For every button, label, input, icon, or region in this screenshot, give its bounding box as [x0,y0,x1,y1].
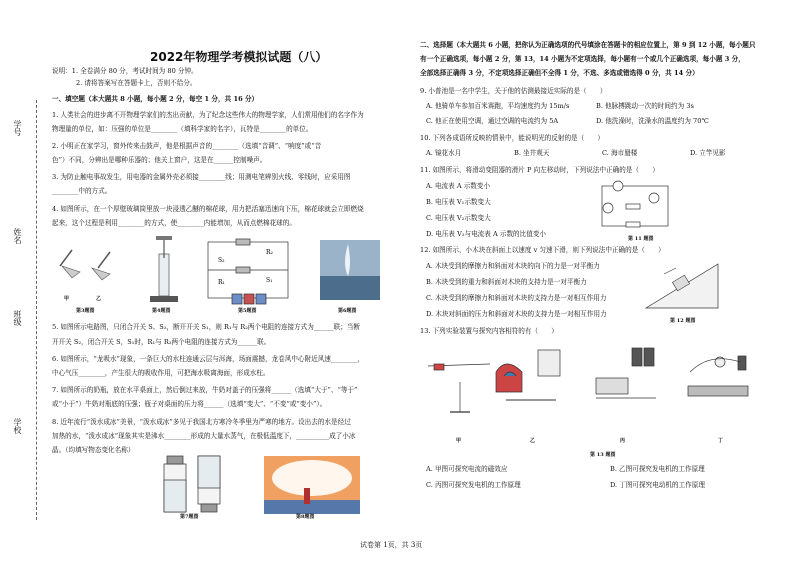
q11-stem: 11. 如图所示，将滑动变阻器的滑片 P 向左移动时，下列说法中正确的是（ ） [420,166,659,174]
q8-line2: 加热的水，“泼水成冰”现象其实是沸水________形成的大量水蒸气，在极低温度下，__________成了小冰 [52,432,356,440]
q4-line1: 4. 如图所示，在一个厚壁玻璃筒里放一块浸透乙醚的棉花球，用力把活塞迅速向下压，棉花球就会立即燃烧 [52,205,364,213]
experiment-ding [688,356,748,396]
q12-option-c: C. 木块受到的摩擦力和斜面对木块的支持力是一对相互作用力 [426,294,607,302]
q13-label-jia: 甲 [456,438,462,444]
q12-option-b: B. 木块受到的重力和斜面对木块的支持力是一对平衡力 [426,278,587,286]
q4-line2: 起来，这个过程是利用________的方式，使________内能增加，从而点燃棉花球的。 [52,219,296,227]
q6-line1: 6. 如图所示，“龙吸水”现象，一条巨大的水柱连通云层与洱海，场面震撼，龙卷风中心附近风速________， [52,355,364,363]
q2-line1: 2. 小明正在家学习，窗外传来击鼓声，他是根据声音的________（选填“音调”、“响度”或“音 [52,142,322,150]
q8-line1: 8. 近年流行“泼水成冰”美景，“泼水成冰”多见于我国北方寒冷冬季里为严寒的地方。设出去的水是经过 [52,418,351,426]
circuit-figure [208,239,288,304]
q11-circuit-figure [596,178,676,236]
instruction-1: 说明：1. 全卷满分 80 分，考试时间为 80 分钟。 [52,67,198,75]
fig6-caption: 第6题图 [338,308,357,314]
q13-option-a: A. 甲图可探究电流的磁效应 [426,465,508,473]
q10-option-a: A. 镜花水月 [426,149,462,157]
page-footer: 试卷第 1页，共 3页 [360,541,423,549]
student-number-label: 学号 [13,120,22,136]
q12-caption: 第 12 题图 [670,318,696,324]
q11-option-a: A. 电流表 A 示数变小 [426,182,491,190]
school-label: 学校 [13,418,22,434]
q6-line2: 中心气压________，产生很大的吸收作用，可把海水吸离海面，形成水柱。 [52,369,270,377]
piston-cylinder-figure [150,236,178,302]
label-s2: S₂ [218,257,225,264]
q5-line1: 5. 如图所示电路图，只闭合开关 S、S₂，断开开关 S₁，则 R₁与 R₂两个电阻的连接方式为______联；当断 [52,323,360,331]
q9-stem: 9. 小普池是一名中学生，关于他的估测最接近实际的是（ ） [420,87,607,95]
q1-line1: 1. 人类社会的进步离不开物理学家们的杰出贡献，为了纪念这些伟大的物理学家，人们常用他们的名字作为 [52,111,364,119]
q10-option-c: C. 海市蜃楼 [602,149,638,157]
q11-option-d: D. 电压表 V₂与电流表 A 示数的比值变小 [426,230,547,238]
q13-option-c: C. 丙图可探究发电机的工作原理 [426,481,521,489]
q9-option-a: A. 他骑单车参加百米赛跑，平均速度约为 15m/s [426,102,570,110]
q9-option-d: D. 他洗澡时，洗澡水的温度约为 70℃ [596,117,709,125]
section-fill-blank: 一、填空题（本大题共 8 小题，每小题 2 分，每空 1 分，共 16 分） [52,95,259,103]
instruction-2: 2. 请将答案写在答题卡上，否则不给分。 [76,79,197,87]
q7-line1: 7. 如图所示的奶瓶，放在水平桌面上，然后倒过来放，牛奶对盖子的压强将______（选填“大于”、“等于” [52,386,358,394]
section-choice-line3: 全部选择正确得 3 分，不定项选择正确但不全得 1 分，不选、多选或错选得 0 分，共 14 分） [420,69,699,77]
section-choice-line1: 二、选择题（本大题共 6 小题，把你认为正确选项的代号填涂在答题卡的相应位置上，第 9 到 12 小题，每小题只 [420,41,756,49]
q13-option-d: D. 丁图可探究电动机的工作原理 [610,481,705,489]
incline-figure [642,258,722,314]
experiment-yi [496,350,560,400]
fig8-caption: 第8题图 [296,514,315,520]
q5-line2: 开开关 S₂，闭合开关 S，S₁时，R₁与 R₂两个电阻的连接方式为______联。 [52,338,271,346]
q9-option-c: C. 他正在使用空调，通过空调的电流约为 5A [426,117,559,125]
q9-option-b: B. 他脉搏跳动一次的时间约为 3s [596,102,694,110]
label-r2: R₂ [266,249,273,256]
q3-line2: ________中的方式。 [52,187,112,195]
boiling-water-ice-photo [264,456,360,514]
q11-option-b: B. 电压表 V₁示数变大 [426,198,491,206]
label-jia: 甲 [64,296,70,302]
experiment-jia [428,364,490,412]
q11-option-c: C. 电压表 V₂示数变大 [426,214,491,222]
waterspout-photo [320,240,380,300]
q7-line2: 或“小于”）牛奶对瓶底的压强；瓶子对桌面的压力将______（选填“变大”、“不变”或“变小”）。 [52,400,327,408]
q3-line1: 3. 为防止触电事故发生，用电器的金属外壳必须接________线；用测电笔辨别火线、零线时，应采用图 [52,173,351,181]
q1-line2: 物理量的单位，如：压强的单位是________（填科学家的名字），瓦特是________的单位。 [52,125,313,133]
label-s1: S₁ [266,277,273,284]
q13-caption: 第 13 题图 [590,452,616,458]
milk-bottles-figure [164,456,220,512]
fig3-caption: 第3题图 [76,308,95,314]
q8-line3: 晶。（均填写物态变化名称） [52,446,135,454]
label-yi: 乙 [96,296,102,302]
class-label: 班级 [13,310,22,326]
q10-option-d: D. 立竿见影 [690,149,726,157]
figures-row-1 [52,236,392,316]
q2-line2: 色”）不同，分辨出是哪种乐器的；他关上窗户，这是在______控制噪声。 [52,156,267,164]
q12-option-a: A. 木块受到的摩擦力和斜面对木块的向下的力是一对平衡力 [426,262,600,270]
fig7-caption: 第7题图 [180,514,199,520]
section-choice-line2: 有一个正确选项，每小题 2 分，第 13，14 小题为不定项选择，每小题有一个或几个正确选项，每小题 3 分， [420,55,745,63]
q10-stem: 10. 下列各成语所反映的情景中，能说明光的反射的是（ ） [420,134,605,142]
exam-title: 2022年物理学考模拟试题（八） [150,50,328,64]
fig4-caption: 第4题图 [152,308,171,314]
name-label: 姓名 [13,228,22,244]
q13-label-bing: 丙 [620,438,626,444]
q10-option-b: B. 坐井观天 [514,149,550,157]
q13-label-ding: 丁 [718,438,724,444]
q12-option-d: D. 木块对斜面的压力和斜面对木块的支持力是一对相互作用力 [426,310,607,318]
q13-stem: 13. 下列实验装置与探究内容相符的有（ ） [420,327,558,335]
label-r1: R₁ [218,279,225,286]
q11-caption: 第 11 题图 [628,236,654,242]
fig5-caption: 第5题图 [238,308,257,314]
q13-option-b: B. 乙图可探究发电机的工作原理 [610,465,705,473]
experiment-bing [596,348,656,398]
q13-label-yi: 乙 [530,438,536,444]
binding-margin [8,100,37,520]
test-pen-figure [60,250,110,280]
q12-stem: 12. 如图所示，小木块在斜面上以速度 v 匀速下滑，则下列说法中正确的是（ ） [420,246,665,254]
q13-figures [420,342,770,434]
